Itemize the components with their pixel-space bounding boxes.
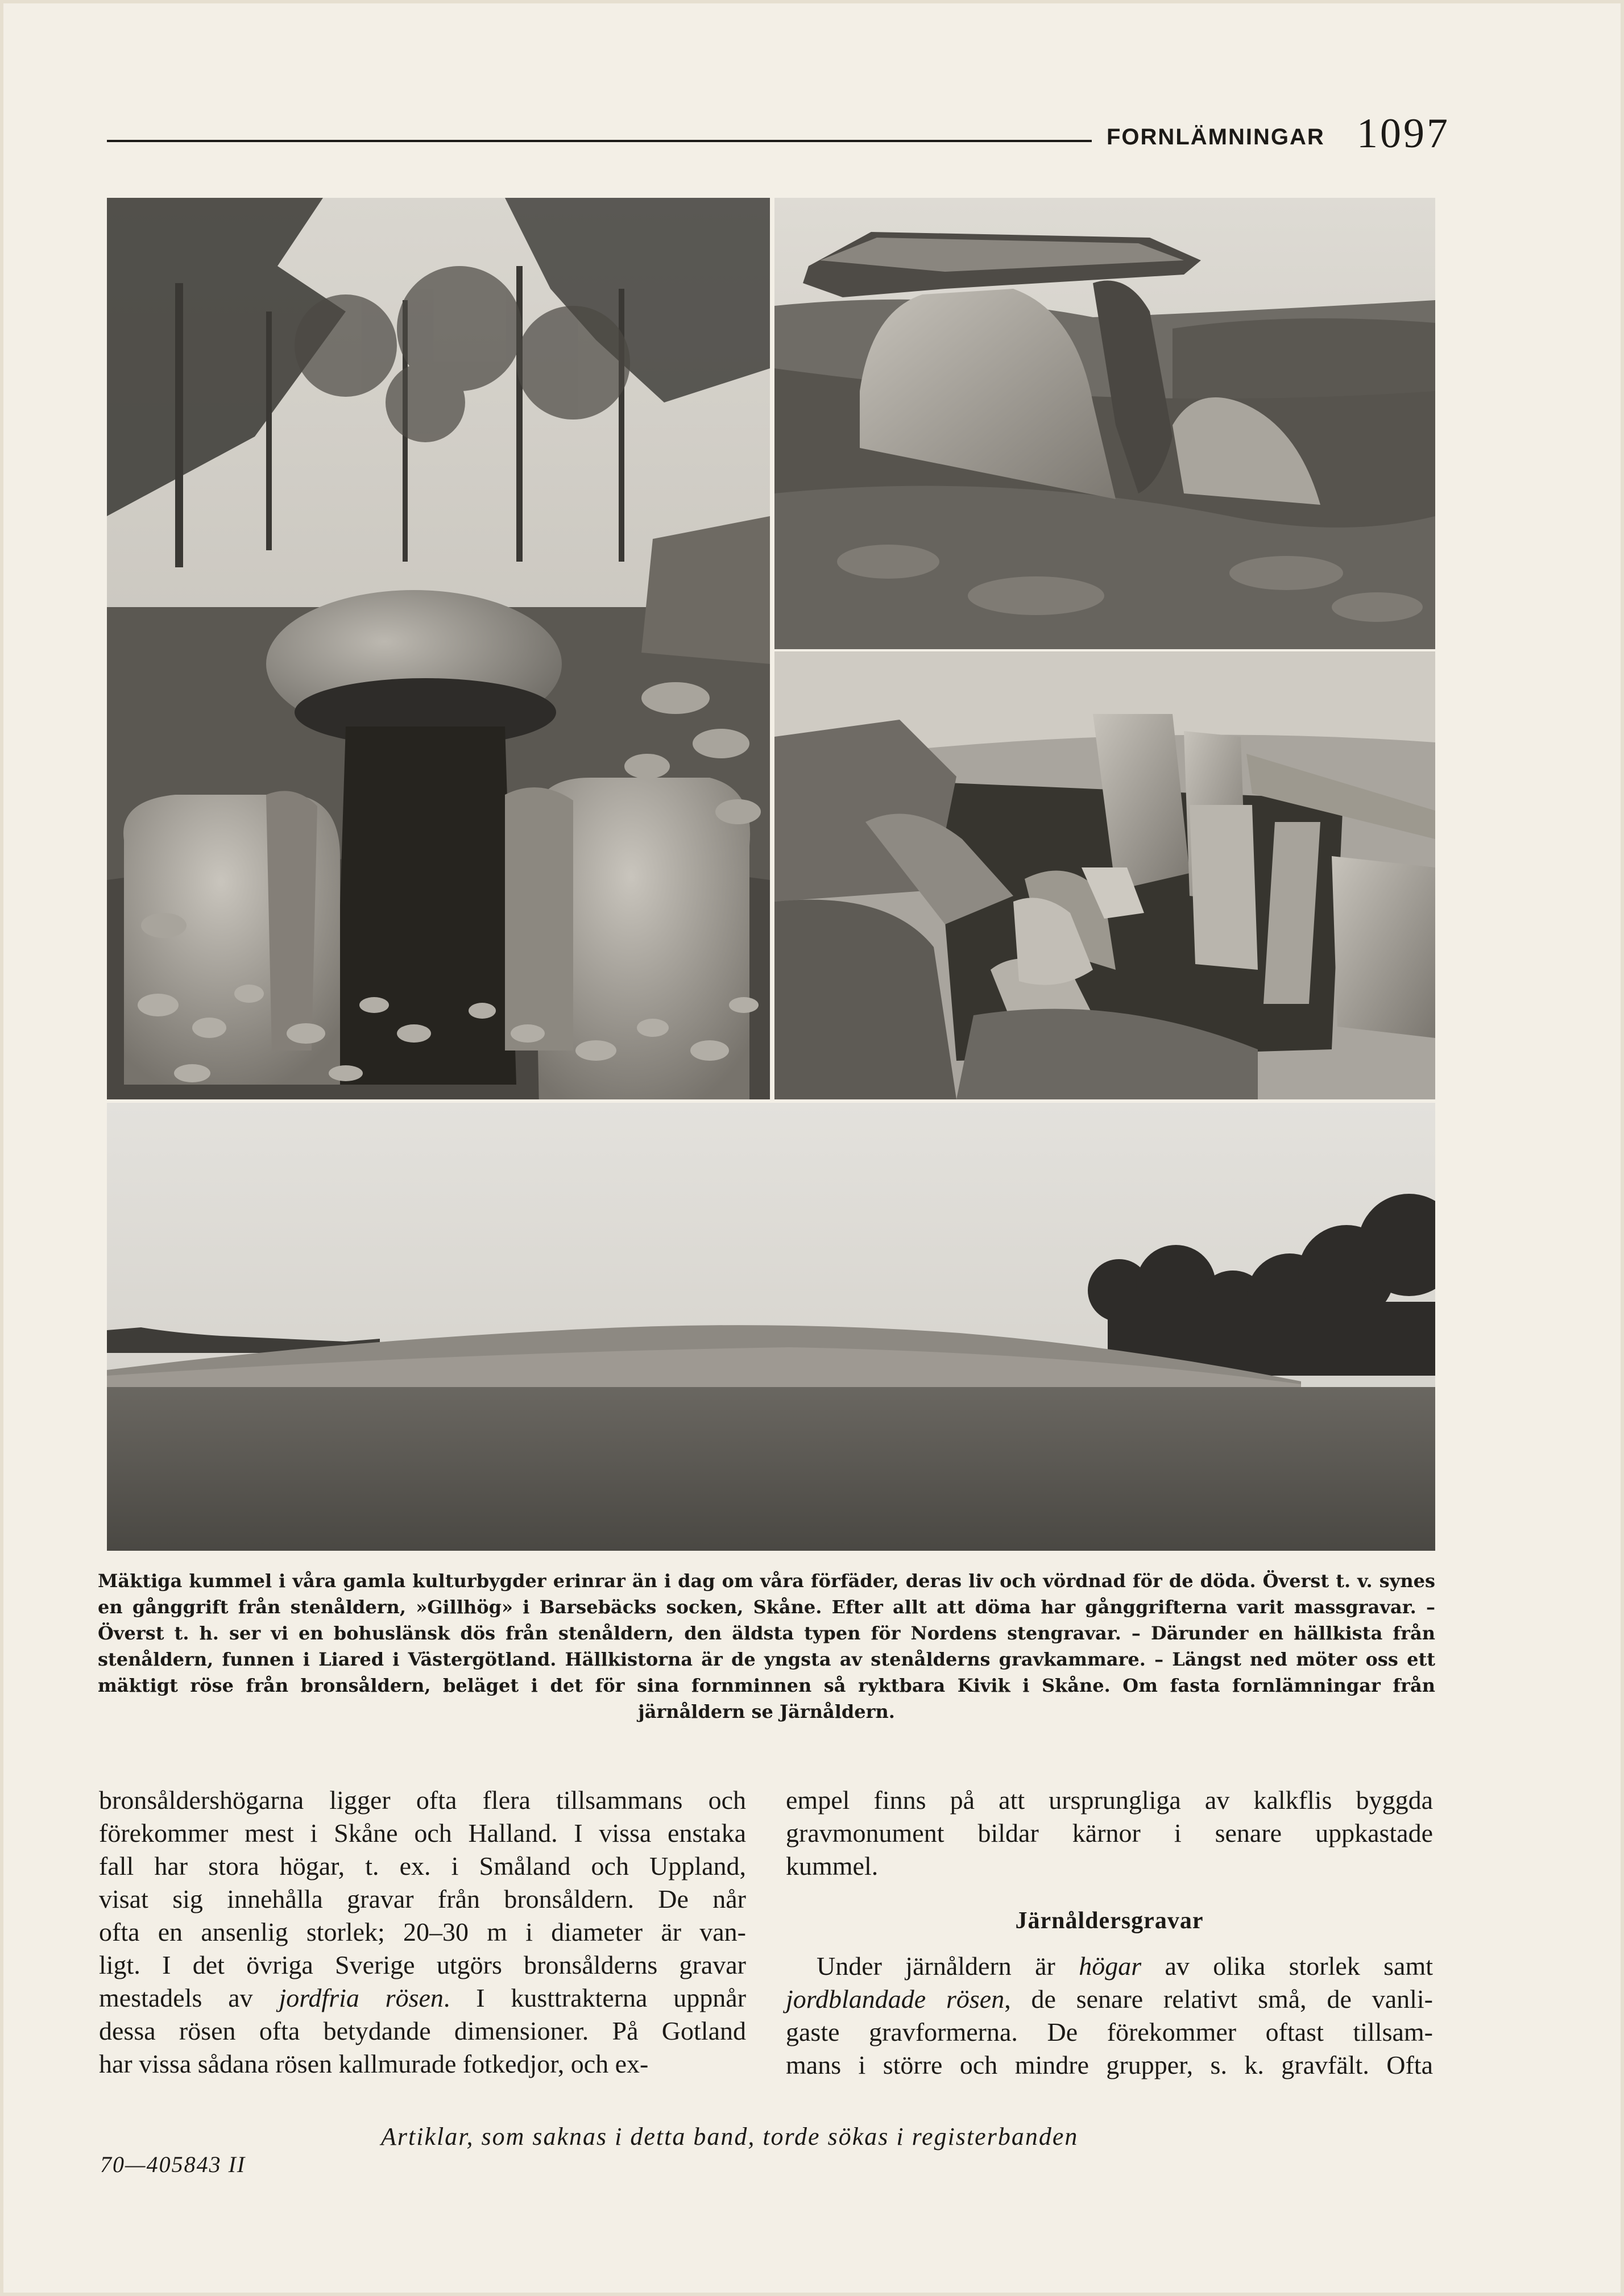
- body-line: empel finns på att ursprungliga av kalkflis byggda: [786, 1786, 1433, 1815]
- body-line-with-emphasis: [786, 1983, 1433, 2016]
- print-code: 70—405843 II: [100, 2152, 246, 2177]
- body-line: visat sig innehålla gravar från bronsåldern. De når: [99, 1884, 746, 1913]
- body-line: gaste gravformerna. De förekommer oftast tillsam-: [786, 2017, 1433, 2046]
- body-line: kummel.: [786, 1851, 879, 1880]
- body-column-left: [99, 1784, 746, 2081]
- body-text: av olika storlek samt: [1165, 1952, 1434, 1981]
- body-text: , de senare relativt små, de vanli-: [1004, 1984, 1433, 2013]
- photo-cairn: [107, 1103, 1435, 1551]
- photo-cairn-image: [107, 1103, 1435, 1551]
- body-line: fall har stora högar, t. ex. i Småland och Uppland,: [99, 1851, 746, 1880]
- body-line-with-emphasis: [786, 1950, 1433, 1983]
- running-head: FORNLÄMNINGAR: [1107, 124, 1325, 150]
- photo-caption: Mäktiga kummel i våra gamla kulturbygder erinrar än i dag om våra förfäder, deras liv och vördnad för de döda. Överst t. v. synes en gånggrift från stenåldern, »Gillhög» i Barsebäcks socken, Skåne. Efter allt att döma har gånggrifterna varit massgravar. – Överst t. h. ser vi en bohuslänsk dös från stenåldern, den äldsta typen för Nordens stengravar. – Därunder en hällkista från stenåldern, funnen i Liared i Västergötland. Hällkistorna är de yngsta av stenålderns gravkammare. – Längst ned möter oss ett mäktigt röse från bronsåldern, beläget i det för sina fornminnen så ryktbara Kivik i Skåne. Om fasta fornlämningar från järnåldern se Järnåldern.: [98, 1570, 1435, 1722]
- page-number: 1097: [1357, 110, 1450, 157]
- footer-note: Artiklar, som saknas i detta band, torde sökas i registerbanden: [381, 2123, 1079, 2150]
- emphasis-term: högar: [1079, 1952, 1142, 1981]
- photo-stone-cist: [774, 651, 1435, 1099]
- photo-passage-grave: [107, 198, 770, 1099]
- body-text: . I kusttrakterna uppnår: [443, 1983, 747, 2012]
- body-line: ofta en ansenlig storlek; 20–30 m i diameter är van-: [99, 1917, 746, 1946]
- header-rule: [107, 140, 1092, 142]
- emphasis-term: jordfria rösen: [279, 1983, 444, 2012]
- body-line: bronsåldershögarna ligger ofta flera tillsammans och: [99, 1786, 746, 1815]
- body-line: dessa rösen ofta betydande dimensioner. På Gotland: [99, 2016, 746, 2045]
- photo-passage-grave-image: [107, 198, 770, 1099]
- body-line: har vissa sådana rösen kallmurade fotkedjor, och ex-: [99, 2049, 649, 2078]
- body-line: gravmonument bildar kärnor i senare uppkastade: [786, 1818, 1433, 1847]
- body-line-with-emphasis: [99, 1982, 746, 2015]
- photo-stone-cist-image: [774, 651, 1435, 1099]
- body-line: mans i större och mindre grupper, s. k. gravfält. Ofta: [786, 2050, 1433, 2079]
- photo-dolmen: [774, 198, 1435, 649]
- photo-dolmen-image: [774, 198, 1435, 649]
- body-line: förekommer mest i Skåne och Halland. I vissa enstaka: [99, 1818, 746, 1847]
- section-subheading: Järnåldersgravar: [1015, 1908, 1204, 1934]
- emphasis-term: jordblandade rösen: [786, 1984, 1005, 2013]
- body-column-right: [786, 1784, 1433, 2082]
- body-text: Under järnåldern är: [817, 1952, 1055, 1981]
- body-line: ligt. I det övriga Sverige utgörs bronsålderns gravar: [99, 1950, 746, 1979]
- body-text: mestadels av: [99, 1983, 253, 2012]
